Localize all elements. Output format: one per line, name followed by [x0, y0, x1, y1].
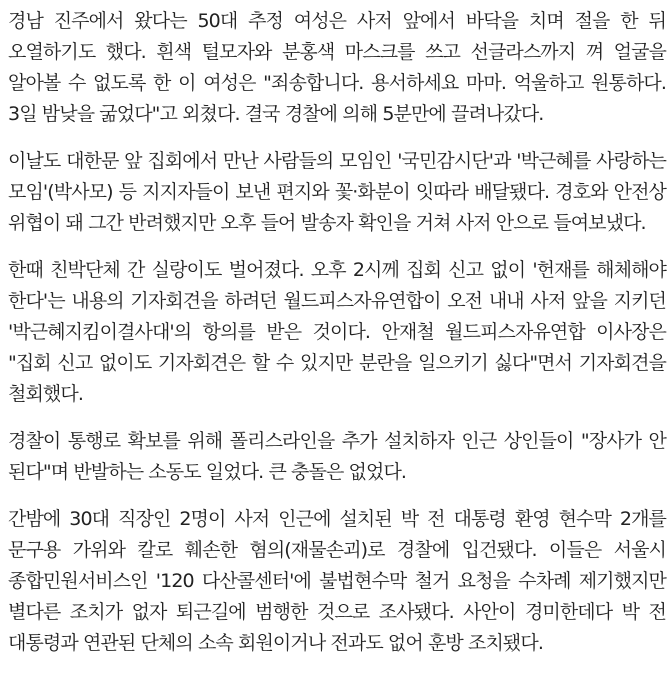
article-paragraph: 한때 친박단체 간 실랑이도 벌어졌다. 오후 2시께 집회 신고 없이 '헌재를 해체해야 한다'는 내용의 기자회견을 하려던 월드피스자유연합이 오전 내내 사저 앞을 지키던 '박근혜지킴이결사대'의 항의를 받은 것이다. 안재철 월드피스자유연합 이사장은 "집회 신고 없이도 기자회견은 할 수 있지만 분란을 일으키기 싫다"면서 기자회견을 철회했다. — [8, 259, 666, 405]
article-paragraph: 경남 진주에서 왔다는 50대 추정 여성은 사저 앞에서 바닥을 치며 절을 한 뒤 오열하기도 했다. 흰색 털모자와 분홍색 마스크를 쓰고 선글라스까지 껴 얼굴을 알아볼 수 없도록 한 이 여성은 "죄송합니다. 용서하세요 마마. 억울하고 원통하다. 3일 밤낮을 굶었다"고 외쳤다. 결국 경찰에 의해 5분만에 끌려나갔다. — [8, 10, 666, 125]
article-paragraph: 간밤에 30대 직장인 2명이 사저 인근에 설치된 박 전 대통령 환영 현수막 2개를 문구용 가위와 칼로 훼손한 혐의(재물손괴)로 경찰에 입건됐다. 이들은 서울시 종합민원서비스인 '120 다산콜센터'에 불법현수막 철거 요청을 수차례 제기했지만 별다른 조치가 없자 퇴근길에 범행한 것으로 조사됐다. 사안이 경미한데다 박 전 대통령과 연관된 단체의 소속 회원이거나 전과도 없어 훈방 조치됐다. — [8, 508, 666, 654]
article-paragraph: 경찰이 통행로 확보를 위해 폴리스라인을 추가 설치하자 인근 상인들이 "장사가 안 된다"며 반발하는 소동도 일었다. 큰 충돌은 없었다. — [8, 430, 666, 483]
article-paragraph: 이날도 대한문 앞 집회에서 만난 사람들의 모임인 '국민감시단'과 '박근혜를 사랑하는 모임'(박사모) 등 지지자들이 보낸 편지와 꽃·화분이 잇따라 배달됐다. 경호와 안전상 위협이 돼 그간 반려했지만 오후 들어 발송자 확인을 거쳐 사저 안으로 들여보냈다. — [8, 150, 666, 234]
